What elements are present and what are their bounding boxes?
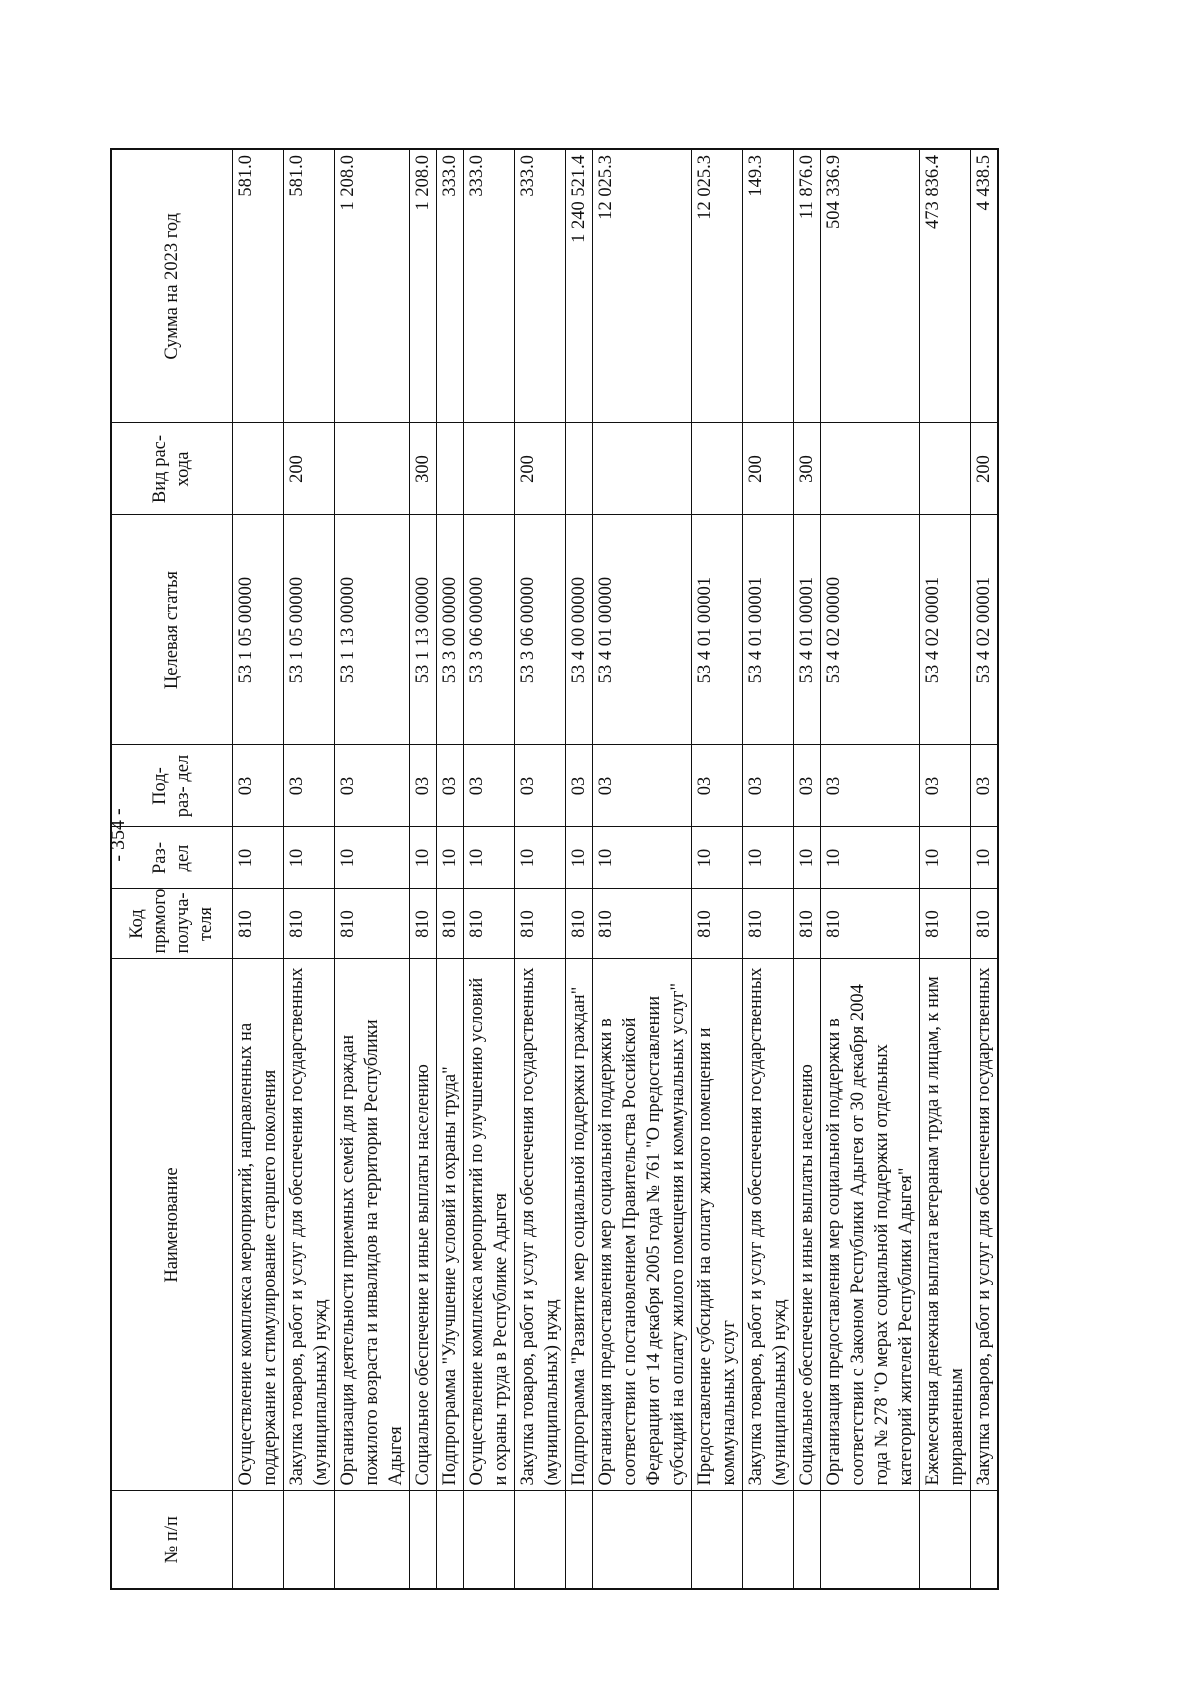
cell-subsection: 03 xyxy=(971,745,999,827)
budget-table-rotated xyxy=(110,150,1060,1590)
cell-section: 10 xyxy=(410,827,437,889)
table-row xyxy=(593,149,692,1589)
cell-expense xyxy=(593,423,692,515)
table-row xyxy=(515,149,566,1589)
cell-subsection: 03 xyxy=(437,745,464,827)
cell-subsection: 03 xyxy=(920,745,971,827)
cell-section: 10 xyxy=(233,827,284,889)
cell-target: 53 4 01 00001 xyxy=(743,515,794,745)
header-expense: Вид рас- хода xyxy=(111,423,233,515)
cell-expense: 200 xyxy=(284,423,335,515)
cell-name: Организация деятельности приемных семей для граждан пожилого возраста и инвалидов на территории Республики Адыгея xyxy=(335,959,410,1491)
cell-expense xyxy=(233,423,284,515)
header-name: Наименование xyxy=(111,959,233,1491)
cell-num xyxy=(437,1491,464,1589)
page-number: - 354 - xyxy=(107,808,129,862)
cell-amount: 12 025.3 xyxy=(692,149,743,423)
cell-num xyxy=(284,1491,335,1589)
cell-recipient: 810 xyxy=(233,889,284,959)
cell-recipient: 810 xyxy=(593,889,692,959)
header-row xyxy=(111,149,233,1589)
cell-name: Социальное обеспечение и иные выплаты населению xyxy=(410,959,437,1491)
cell-name: Социальное обеспечение и иные выплаты населению xyxy=(794,959,821,1491)
table-row xyxy=(692,149,743,1589)
cell-name: Подпрограмма "Развитие мер социальной поддержки граждан" xyxy=(566,959,593,1491)
cell-amount: 4 438.5 xyxy=(971,149,999,423)
cell-recipient: 810 xyxy=(920,889,971,959)
cell-subsection: 03 xyxy=(410,745,437,827)
cell-expense: 300 xyxy=(794,423,821,515)
cell-target: 53 1 05 00000 xyxy=(233,515,284,745)
header-num: № п/п xyxy=(111,1491,233,1589)
table-row xyxy=(233,149,284,1589)
table-row xyxy=(971,149,999,1589)
cell-section: 10 xyxy=(593,827,692,889)
cell-recipient: 810 xyxy=(692,889,743,959)
cell-section: 10 xyxy=(566,827,593,889)
header-subsection: Под- раз- дел xyxy=(111,745,233,827)
cell-name: Ежемесячная денежная выплата ветеранам труда и лицам, к ним приравненным xyxy=(920,959,971,1491)
table-row xyxy=(920,149,971,1589)
cell-target: 53 4 01 00000 xyxy=(593,515,692,745)
cell-section: 10 xyxy=(515,827,566,889)
cell-num xyxy=(971,1491,999,1589)
cell-section: 10 xyxy=(794,827,821,889)
cell-num xyxy=(794,1491,821,1589)
cell-subsection: 03 xyxy=(233,745,284,827)
cell-amount: 149.3 xyxy=(743,149,794,423)
cell-target: 53 1 05 00000 xyxy=(284,515,335,745)
table-row xyxy=(743,149,794,1589)
cell-amount: 581.0 xyxy=(233,149,284,423)
cell-expense: 200 xyxy=(515,423,566,515)
cell-name: Осуществление комплекса мероприятий по улучшению условий и охраны труда в Республике Адыгея xyxy=(464,959,515,1491)
table-row xyxy=(464,149,515,1589)
cell-expense xyxy=(821,423,920,515)
cell-section: 10 xyxy=(437,827,464,889)
cell-num xyxy=(593,1491,692,1589)
cell-num xyxy=(233,1491,284,1589)
cell-target: 53 1 13 00000 xyxy=(335,515,410,745)
budget-table xyxy=(110,148,999,1590)
cell-num xyxy=(464,1491,515,1589)
cell-subsection: 03 xyxy=(464,745,515,827)
cell-expense xyxy=(335,423,410,515)
cell-expense xyxy=(920,423,971,515)
cell-amount: 1 208.0 xyxy=(410,149,437,423)
cell-name: Предоставление субсидий на оплату жилого помещения и коммунальных услуг xyxy=(692,959,743,1491)
cell-expense xyxy=(464,423,515,515)
table-row xyxy=(437,149,464,1589)
cell-target: 53 4 02 00001 xyxy=(971,515,999,745)
cell-expense: 300 xyxy=(410,423,437,515)
cell-section: 10 xyxy=(971,827,999,889)
cell-num xyxy=(920,1491,971,1589)
cell-subsection: 03 xyxy=(821,745,920,827)
cell-amount: 333.0 xyxy=(464,149,515,423)
cell-num xyxy=(692,1491,743,1589)
cell-recipient: 810 xyxy=(437,889,464,959)
cell-name: Закупка товаров, работ и услуг для обеспечения государственных (муниципальных) нужд xyxy=(515,959,566,1491)
cell-name: Организация предоставления мер социальной поддержки в соответствии с постановлением Правительства Российской Федерации от 14 декабря 2005 года № 761 "О предоставлении субсидий на оплату жилого помещения и коммунальных услуг" xyxy=(593,959,692,1491)
table-row xyxy=(284,149,335,1589)
cell-subsection: 03 xyxy=(743,745,794,827)
cell-num xyxy=(566,1491,593,1589)
cell-subsection: 03 xyxy=(794,745,821,827)
cell-name: Закупка товаров, работ и услуг для обеспечения государственных xyxy=(971,959,999,1491)
cell-num xyxy=(821,1491,920,1589)
cell-target: 53 3 06 00000 xyxy=(464,515,515,745)
cell-section: 10 xyxy=(464,827,515,889)
cell-amount: 1 208.0 xyxy=(335,149,410,423)
cell-amount: 581.0 xyxy=(284,149,335,423)
cell-subsection: 03 xyxy=(335,745,410,827)
cell-amount: 333.0 xyxy=(437,149,464,423)
cell-recipient: 810 xyxy=(335,889,410,959)
header-target: Целевая статья xyxy=(111,515,233,745)
cell-target: 53 4 01 00001 xyxy=(794,515,821,745)
cell-expense xyxy=(437,423,464,515)
cell-target: 53 3 06 00000 xyxy=(515,515,566,745)
cell-recipient: 810 xyxy=(515,889,566,959)
cell-amount: 333.0 xyxy=(515,149,566,423)
table-row xyxy=(794,149,821,1589)
cell-recipient: 810 xyxy=(464,889,515,959)
header-amount: Сумма на 2023 год xyxy=(111,149,233,423)
cell-num xyxy=(743,1491,794,1589)
cell-target: 53 4 02 00000 xyxy=(821,515,920,745)
cell-section: 10 xyxy=(692,827,743,889)
cell-recipient: 810 xyxy=(284,889,335,959)
table-row xyxy=(410,149,437,1589)
cell-name: Организация предоставления мер социальной поддержки в соответствии с Законом Республики Адыгея от 30 декабря 2004 года № 278 "О мерах социальной поддержки отдельных категорий жителей Республики Адыгея" xyxy=(821,959,920,1491)
cell-section: 10 xyxy=(335,827,410,889)
cell-expense: 200 xyxy=(743,423,794,515)
cell-target: 53 1 13 00000 xyxy=(410,515,437,745)
cell-amount: 11 876.0 xyxy=(794,149,821,423)
cell-section: 10 xyxy=(284,827,335,889)
table-row xyxy=(821,149,920,1589)
cell-amount: 1 240 521.4 xyxy=(566,149,593,423)
cell-subsection: 03 xyxy=(566,745,593,827)
cell-subsection: 03 xyxy=(593,745,692,827)
cell-num xyxy=(335,1491,410,1589)
cell-num xyxy=(515,1491,566,1589)
cell-section: 10 xyxy=(821,827,920,889)
header-recipient: Код прямого получа- теля xyxy=(111,889,233,959)
cell-expense xyxy=(566,423,593,515)
cell-expense: 200 xyxy=(971,423,999,515)
cell-recipient: 810 xyxy=(794,889,821,959)
cell-name: Закупка товаров, работ и услуг для обеспечения государственных (муниципальных) нужд xyxy=(284,959,335,1491)
cell-recipient: 810 xyxy=(410,889,437,959)
cell-target: 53 4 02 00001 xyxy=(920,515,971,745)
cell-subsection: 03 xyxy=(692,745,743,827)
cell-subsection: 03 xyxy=(284,745,335,827)
cell-target: 53 4 00 00000 xyxy=(566,515,593,745)
cell-recipient: 810 xyxy=(743,889,794,959)
table-row xyxy=(566,149,593,1589)
cell-subsection: 03 xyxy=(515,745,566,827)
cell-recipient: 810 xyxy=(971,889,999,959)
cell-target: 53 3 00 00000 xyxy=(437,515,464,745)
cell-name: Закупка товаров, работ и услуг для обеспечения государственных (муниципальных) нужд xyxy=(743,959,794,1491)
cell-amount: 12 025.3 xyxy=(593,149,692,423)
cell-amount: 504 336.9 xyxy=(821,149,920,423)
cell-amount: 473 836.4 xyxy=(920,149,971,423)
cell-name: Подпрограмма "Улучшение условий и охраны труда" xyxy=(437,959,464,1491)
cell-target: 53 4 01 00001 xyxy=(692,515,743,745)
cell-recipient: 810 xyxy=(821,889,920,959)
cell-name: Осуществление комплекса мероприятий, направленных на поддержание и стимулирование старшего поколения xyxy=(233,959,284,1491)
header-section: Раз- дел xyxy=(111,827,233,889)
table-row xyxy=(335,149,410,1589)
cell-recipient: 810 xyxy=(566,889,593,959)
cell-section: 10 xyxy=(743,827,794,889)
cell-num xyxy=(410,1491,437,1589)
cell-expense xyxy=(692,423,743,515)
cell-section: 10 xyxy=(920,827,971,889)
